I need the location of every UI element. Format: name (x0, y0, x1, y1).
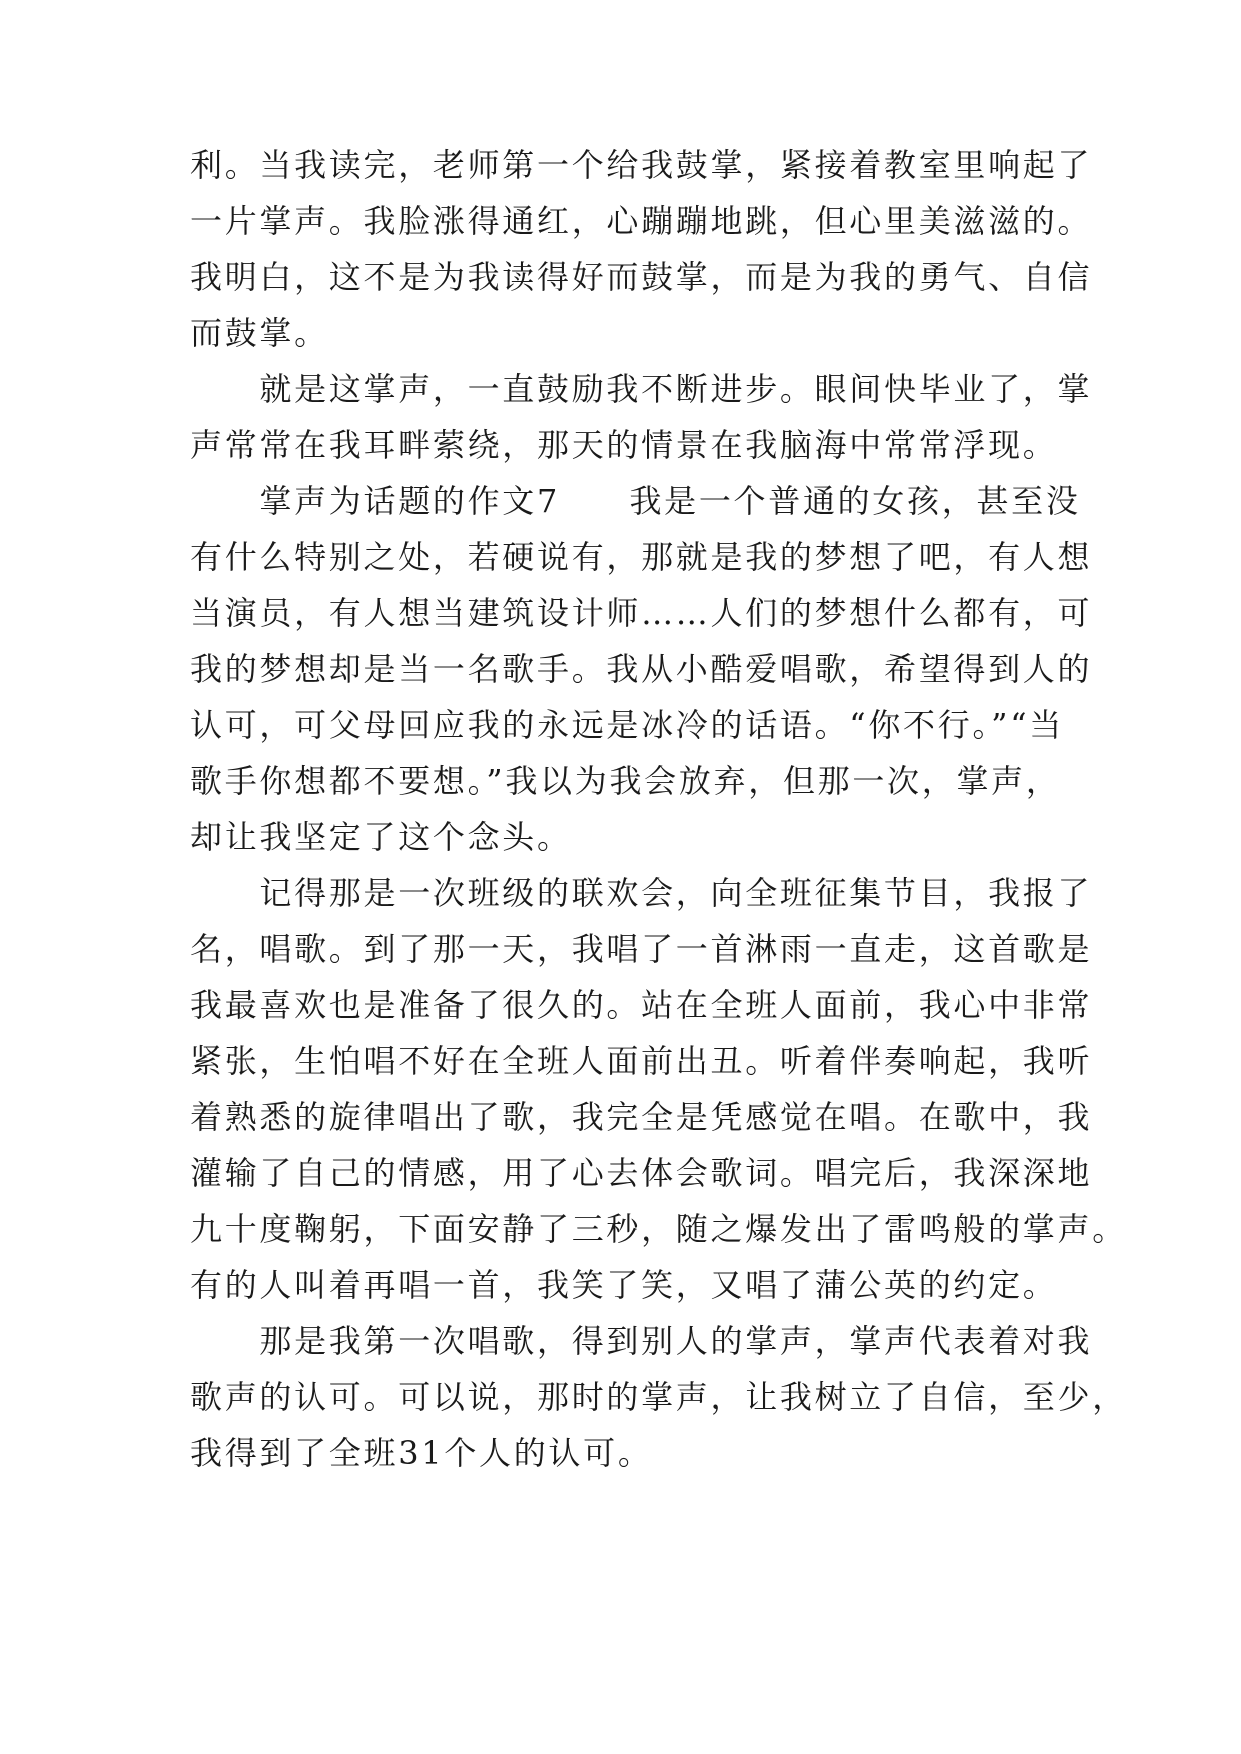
text-line: 有什么特别之处，若硬说有，那就是我的梦想了吧，有人想 (190, 538, 1093, 576)
text-line: 利。当我读完，老师第一个给我鼓掌，紧接着教室里响起了 (190, 146, 1093, 184)
text-line: 歌声的认可。可以说，那时的掌声，让我树立了自信，至少， (190, 1378, 1127, 1416)
text-line: 歌手你想都不要想。”我以为我会放弃，但那一次，掌声， (190, 762, 1061, 800)
text-line: 而鼓掌。 (190, 314, 329, 352)
text-line: 我明白，这不是为我读得好而鼓掌，而是为我的勇气、自信 (190, 258, 1093, 296)
text-line: 名，唱歌。到了那一天，我唱了一首淋雨一直走，这首歌是 (190, 930, 1093, 968)
text-line: 一片掌声。我脸涨得通红，心蹦蹦地跳，但心里美滋滋的。 (190, 202, 1093, 240)
text-line: 九十度鞠躬，下面安静了三秒，随之爆发出了雷鸣般的掌声。 (190, 1210, 1127, 1248)
text-line: 灌输了自己的情感，用了心去体会歌词。唱完后，我深深地 (190, 1154, 1093, 1192)
text-line: 我最喜欢也是准备了很久的。站在全班人面前，我心中非常 (190, 986, 1093, 1024)
text-line: 着熟悉的旋律唱出了歌，我完全是凭感觉在唱。在歌中，我 (190, 1098, 1093, 1136)
text-line: 却让我坚定了这个念头。 (190, 818, 572, 856)
text-line: 当演员，有人想当建筑设计师……人们的梦想什么都有，可 (190, 594, 1093, 632)
text-line: 那是我第一次唱歌，得到别人的掌声，掌声代表着对我 (190, 1322, 1093, 1360)
text-line: 声常常在我耳畔萦绕，那天的情景在我脑海中常常浮现。 (190, 426, 1058, 464)
text-line: 掌声为话题的作文7 我是一个普通的女孩，甚至没 (190, 482, 1081, 520)
text-line: 记得那是一次班级的联欢会，向全班征集节目，我报了 (190, 874, 1093, 912)
text-line: 认可，可父母回应我的永远是冰冷的话语。“你不行。”“当 (190, 706, 1064, 744)
text-line: 紧张，生怕唱不好在全班人面前出丑。听着伴奏响起，我听 (190, 1042, 1093, 1080)
text-line: 有的人叫着再唱一首，我笑了笑，又唱了蒲公英的约定。 (190, 1266, 1058, 1304)
text-line: 我得到了全班31个人的认可。 (190, 1434, 653, 1472)
text-line: 我的梦想却是当一名歌手。我从小酷爱唱歌，希望得到人的 (190, 650, 1093, 688)
text-line: 就是这掌声，一直鼓励我不断进步。眼间快毕业了，掌 (190, 370, 1093, 408)
